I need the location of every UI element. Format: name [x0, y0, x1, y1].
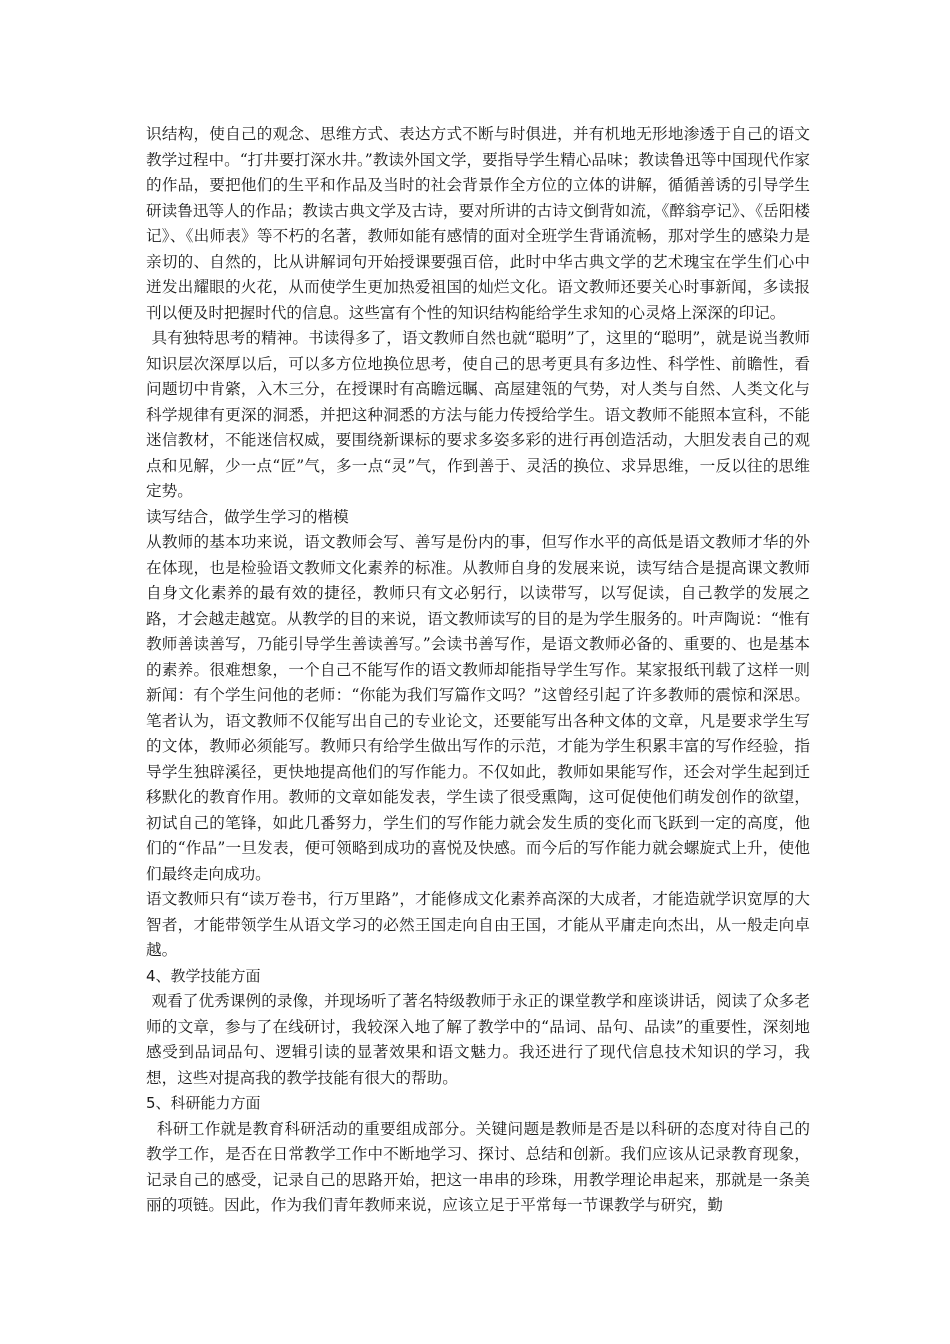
paragraph-knowledge-structure: 识结构，使自己的观念、思维方式、表达方式不断与时俱进，并有机地无形地渗透于自己的语文教学过程中。“打井要打深水井。”教读外国文学，要指导学生精心品味；教读鲁迅等中国现代作家的作品，要把他们的生平和作品及当时的社会背景作全方位的立体的讲解，循循善诱的引导学生研读鲁迅等人的作品；教读古典文学及古诗，要对所讲的古诗文倒背如流，《醉翁亭记》、《岳阳楼记》、《出师表》等不朽的名著，教师如能有感情的面对全班学生背诵流畅，那对学生的感染力是亲切的、自然的，比从讲解词句开始授课要强百倍，此时中华古典文学的艺术瑰宝在学生们心中迸发出耀眼的火花，从而使学生更加热爱祖国的灿烂文化。语文教师还要关心时事新闻，多读报刊以便及时把握时代的信息。这些富有个性的知识结构能给学生求知的心灵烙上深深的印记。	[146, 125, 810, 322]
document-page	[146, 122, 810, 1219]
heading-research-ability: 5、科研能力方面	[146, 1094, 261, 1112]
paragraph-research-ability: 科研工作就是教育科研活动的重要组成部分。关键问题是教师是否是以科研的态度对待自己的教学工作，是否在日常教学工作中不断地学习、探讨、总结和创新。我们应该从记录教育现象，记录自己的感受，记录自己的思路开始，把这一串串的珍珠，用教学理论串起来，那就是一条美丽的项链。因此，作为我们青年教师来说，应该立足于平常每一节课教学与研究，勤	[146, 1119, 810, 1214]
paragraph-reading-writing: 从教师的基本功来说，语文教师会写、善写是份内的事，但写作水平的高低是语文教师才华的外在体现，也是检验语文教师文化素养的标准。从教师自身的发展来说，读写结合是提高课文教师自身文化素养的最有效的捷径，教师只有文必躬行，以读带写，以写促读，自己教学的发展之路，才会越走越宽。从教学的目的来说，语文教师读写的目的是为学生服务的。叶声陶说：“惟有教师善读善写，乃能引导学生善读善写。”会读书善写作，是语文教师必备的、重要的、也是基本的素养。很难想象，一个自己不能写作的语文教师却能指导学生写作。某家报纸刊载了这样一则新闻：有个学生问他的老师：“你能为我们写篇作文吗？”这曾经引起了许多教师的震惊和深思。笔者认为，语文教师不仅能写出自己的专业论文，还要能写出各种文体的文章，凡是要求学生写的文体，教师必须能写。教师只有给学生做出写作的示范，才能为学生积累丰富的写作经验，指导学生独辟溪径，更快地提高他们的写作能力。不仅如此，教师如果能写作，还会对学生起到迁移默化的教育作用。教师的文章如能发表，学生读了很受熏陶，这可促使他们萌发创作的欲望，初试自己的笔锋，如此几番努力，学生们的写作能力就会发生质的变化而飞跃到一定的高度，他们的“作品”一旦发表，便可领略到成功的喜悦及快感。而今后的写作能力就会螺旋式上升，使他们最终走向成功。	[146, 533, 810, 883]
paragraph-teaching-skills: 观看了优秀课例的录像，并现场听了著名特级教师于永正的课堂教学和座谈讲话，阅读了众多老师的文章，参与了在线研讨，我较深入地了解了教学中的“品词、品句、品读”的重要性，深刻地感受到品词品句、逻辑引读的显著效果和语文魅力。我还进行了现代信息技术知识的学习，我想，这些对提高我的教学技能有很大的帮助。	[146, 992, 810, 1087]
paragraph-conclusion: 语文教师只有“读万卷书，行万里路”，才能修成文化素养高深的大成者，才能造就学识宽厚的大智者，才能带领学生从语文学习的必然王国走向自由王国，才能从平庸走向杰出，从一般走向卓越。	[146, 890, 810, 959]
heading-teaching-skills: 4、教学技能方面	[146, 966, 261, 985]
section-title-reading-writing: 读写结合，做学生学习的楷模	[146, 507, 349, 526]
paragraph-independent-thinking: 具有独特思考的精神。书读得多了，语文教师自然也就“聪明”了，这里的“聪明”，就是说当教师知识层次深厚以后，可以多方位地换位思考，使自己的思考更具有多边性、科学性、前瞻性，看问题切中肯綮，入木三分，在授课时有高瞻远瞩、高屋建瓴的气势，对人类与自然、人类文化与科学规律有更深的洞悉，并把这种洞悉的方法与能力传授给学生。语文教师不能照本宣科，不能迷信教材，不能迷信权威，要围绕新课标的要求多姿多彩的进行再创造活动，大胆发表自己的观点和见解，少一点“匠”气，多一点“灵”气，作到善于、灵活的换位、求异思维，一反以往的思维定势。	[146, 329, 810, 500]
